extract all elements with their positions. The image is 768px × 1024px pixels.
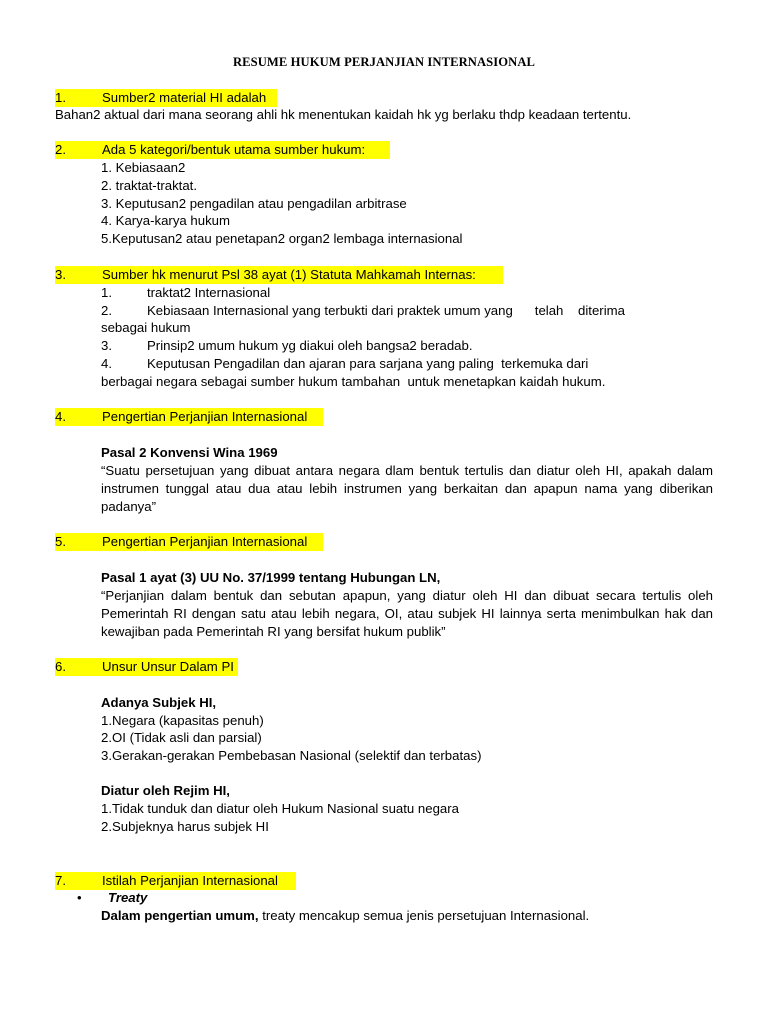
list-continuation: sebagai hukum [101,320,191,335]
list-text: Prinsip2 umum hukum yg diakui oleh bangsa2 beradab. [147,338,473,353]
section-2-heading [55,141,390,159]
section-7-title: Istilah Perjanjian Internasional [102,873,278,888]
list-text: traktat2 Internasional [147,285,271,300]
document-title: RESUME HUKUM PERJANJIAN INTERNASIONAL [232,55,536,69]
list-item: 2. traktat-traktat. [101,178,198,193]
section-6-number: 6. [55,659,66,674]
section-5-heading [55,533,323,551]
list-item: 3.Gerakan-gerakan Pembebasan Nasional (selektif dan terbatas) [101,748,482,763]
list-continuation: berbagai negara sebagai sumber hukum tambahan untuk menetapkan kaidah hukum. [101,374,606,389]
section-7-number: 7. [55,873,66,888]
section-6-title: Unsur Unsur Dalam PI [102,659,234,674]
section-6-group-1-title: Adanya Subjek HI, [101,695,217,710]
section-3-heading [55,266,503,284]
section-4-title: Pengertian Perjanjian Internasional [102,409,308,424]
list-item: 2.OI (Tidak asli dan parsial) [101,730,262,745]
section-1-number: 1. [55,90,66,105]
list-number: 2. [101,303,112,318]
section-7-definition [101,907,589,925]
section-5-title: Pengertian Perjanjian Internasional [102,534,308,549]
definition-lead: Dalam pengertian umum, [101,908,259,923]
section-2-number: 2. [55,142,66,157]
section-4-heading [55,408,323,426]
bullet-text: Treaty [108,890,148,905]
section-1-title: Sumber2 material HI adalah [102,90,267,105]
list-text: Keputusan Pengadilan dan ajaran para sarjana yang paling terkemuka dari [147,356,589,371]
section-3-number: 3. [55,267,66,282]
section-5-number: 5. [55,534,66,549]
section-1-heading [55,89,277,107]
list-number: 1. [101,285,112,300]
section-6-group-2-title: Diatur oleh Rejim HI, [101,783,230,798]
list-number: 4. [101,356,112,371]
list-item: 3. Keputusan2 pengadilan atau pengadilan arbitrase [101,196,407,211]
section-7-heading [55,872,296,890]
list-item: 1. Kebiasaan2 [101,160,186,175]
list-item: 1.Tidak tunduk dan diatur oleh Hukum Nasional suatu negara [101,801,459,816]
list-item: 2.Subjeknya harus subjek HI [101,819,269,834]
definition-text: treaty mencakup semua jenis persetujuan Internasional. [258,908,590,923]
section-4-quote: “Suatu persetujuan yang dibuat antara negara dlam bentuk tertulis dan diatur oleh HI, apakah dalam instrumen tunggal atau dua atau lebih instrumen yang berkaitan dan apapun nama yang diberikan padanya” [101,463,713,514]
list-item: 5.Keputusan2 atau penetapan2 organ2 lembaga internasional [101,231,463,246]
section-6-heading [55,658,238,676]
section-4-subheading: Pasal 2 Konvensi Wina 1969 [101,445,278,460]
list-item: 4. Karya-karya hukum [101,213,230,228]
bullet-icon: • [77,890,82,905]
list-item: 1.Negara (kapasitas penuh) [101,713,264,728]
section-5-subheading: Pasal 1 ayat (3) UU No. 37/1999 tentang Hubungan LN, [101,570,441,585]
list-text: Kebiasaan Internasional yang terbukti dari praktek umum yang telah diterima [147,303,625,318]
section-3-title: Sumber hk menurut Psl 38 ayat (1) Statuta Mahkamah Internas: [102,267,476,282]
section-5-quote: “Perjanjian dalam bentuk dan sebutan apapun, yang diatur oleh HI dan dibuat secara tertulis oleh Pemerintah RI dengan satu atau lebih negara, OI, atau subjek HI lainnya serta menimbulkan hak dan kewajiban pada Pemerintah RI yang bersifat hukum publik” [101,588,713,639]
section-1-body: Bahan2 aktual dari mana seorang ahli hk menentukan kaidah hk yg berlaku thdp keadaan tertentu. [55,107,632,122]
section-4-number: 4. [55,409,66,424]
section-2-title: Ada 5 kategori/bentuk utama sumber hukum: [102,142,366,157]
list-number: 3. [101,338,112,353]
